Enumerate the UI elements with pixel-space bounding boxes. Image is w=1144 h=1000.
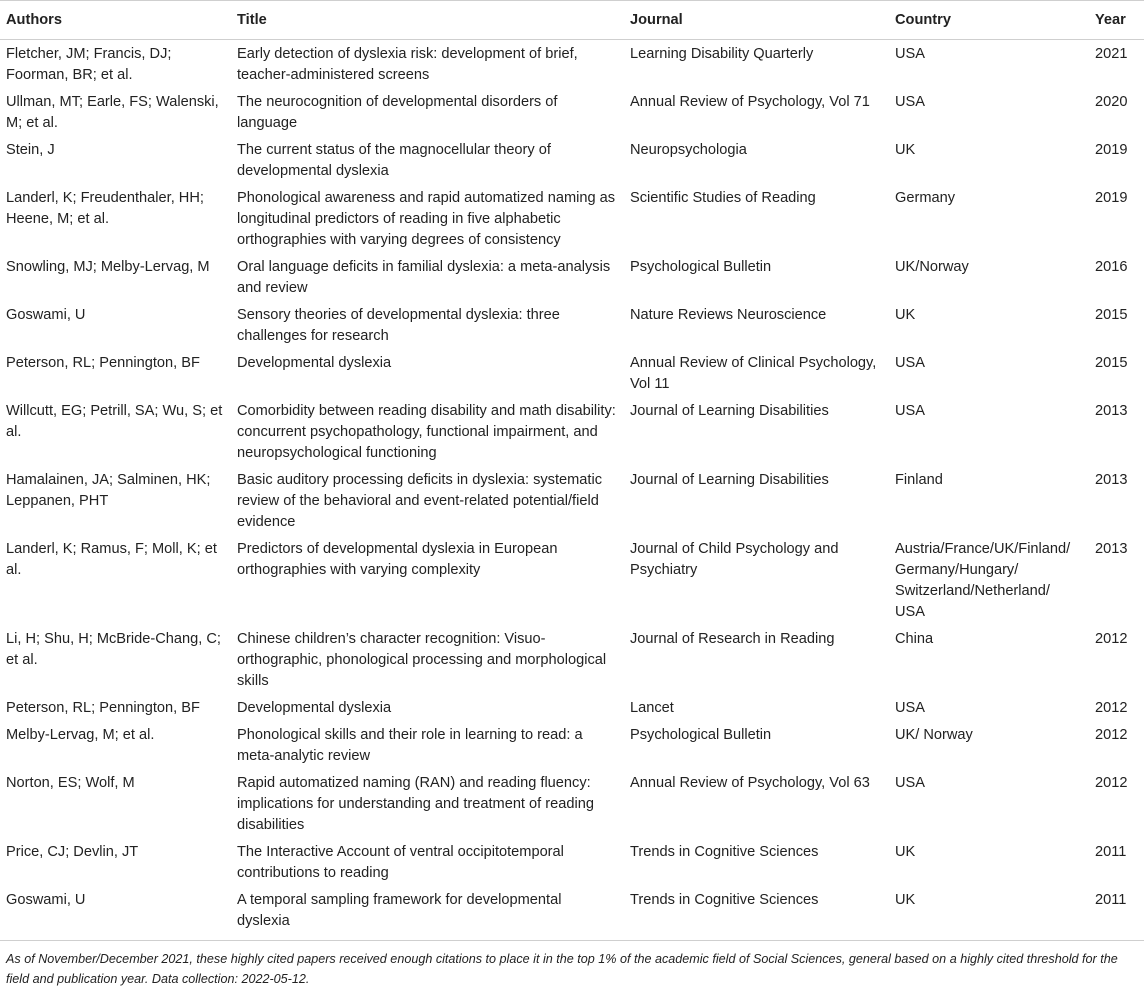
- header-authors: Authors: [0, 1, 231, 40]
- table-header-row: [0, 1, 1144, 40]
- cell-authors: Peterson, RL; Pennington, BF: [6, 355, 200, 371]
- cell-title: The Interactive Account of ventral occipitotemporal contributions to reading: [237, 844, 564, 881]
- cell-year: 2012: [1095, 700, 1128, 716]
- cell-journal: Neuropsychologia: [630, 142, 747, 158]
- cell-year: 2013: [1095, 472, 1128, 488]
- cell-country: Austria/France/UK/Finland/ Germany/Hungary/ Switzerland/Netherland/ USA: [895, 541, 1071, 620]
- table-row: [0, 397, 1144, 466]
- table-row: [0, 466, 1144, 535]
- cell-country: Germany: [895, 190, 956, 206]
- cell-year: 2021: [1095, 46, 1128, 62]
- table-row: [0, 535, 1144, 625]
- cell-country: USA: [895, 355, 926, 371]
- cell-journal: Nature Reviews Neuroscience: [630, 307, 827, 323]
- cell-title: Phonological skills and their role in learning to read: a meta-analytic review: [237, 727, 583, 764]
- cell-authors: Stein, J: [6, 142, 55, 158]
- cell-journal: Journal of Learning Disabilities: [630, 472, 829, 488]
- cell-authors: Fletcher, JM; Francis, DJ; Foorman, BR; et al.: [6, 46, 172, 83]
- cell-journal: Journal of Research in Reading: [630, 631, 835, 647]
- cell-title: Predictors of developmental dyslexia in European orthographies with varying complexity: [237, 541, 558, 578]
- cell-journal: Annual Review of Psychology, Vol 63: [630, 775, 870, 791]
- table-row: [0, 769, 1144, 838]
- cell-title: Rapid automatized naming (RAN) and reading fluency: implications for understanding and treatment of reading disabilities: [237, 775, 594, 833]
- cell-authors: Li, H; Shu, H; McBride-Chang, C; et al.: [6, 631, 221, 668]
- cell-year: 2012: [1095, 631, 1128, 647]
- cell-journal: Journal of Child Psychology and Psychiatry: [630, 541, 839, 578]
- cell-year: 2015: [1095, 355, 1128, 371]
- cell-year: 2011: [1095, 844, 1127, 860]
- cell-country: UK/ Norway: [895, 727, 973, 743]
- cell-title: Basic auditory processing deficits in dyslexia: systematic review of the behavioral and event-related potential/field evidence: [237, 472, 602, 530]
- cell-journal: Scientific Studies of Reading: [630, 190, 816, 206]
- cell-journal: Trends in Cognitive Sciences: [624, 886, 889, 941]
- table-row: [0, 301, 1144, 349]
- table-row: [0, 40, 1144, 89]
- cell-authors: Willcutt, EG; Petrill, SA; Wu, S; et al.: [6, 403, 223, 440]
- cell-authors: Peterson, RL; Pennington, BF: [6, 700, 200, 716]
- table-row: [0, 694, 1144, 721]
- cell-authors: Ullman, MT; Earle, FS; Walenski, M; et al.: [6, 94, 219, 131]
- cell-year: 2019: [1095, 190, 1128, 206]
- cell-country: UK/Norway: [895, 259, 969, 275]
- cell-country: UK: [889, 886, 1089, 941]
- cell-authors: Snowling, MJ; Melby-Lervag, M: [6, 259, 210, 275]
- cell-year: 2012: [1095, 727, 1128, 743]
- table-footnote: As of November/December 2021, these highly cited papers received enough citations to place it in the top 1% of the academic field of Social Sciences, general based on a highly cited threshold for the field and publication year. Data collection: 2022-05-12.: [6, 952, 1118, 986]
- cell-authors: Landerl, K; Freudenthaler, HH; Heene, M; et al.: [6, 190, 204, 227]
- cell-journal: Annual Review of Clinical Psychology, Vol 11: [630, 355, 877, 392]
- cell-country: UK: [895, 307, 916, 323]
- cell-journal: Lancet: [630, 700, 674, 716]
- table-row: [0, 349, 1144, 397]
- cell-journal: Psychological Bulletin: [630, 727, 772, 743]
- table-row: [0, 253, 1144, 301]
- cell-authors: Landerl, K; Ramus, F; Moll, K; et al.: [6, 541, 217, 578]
- cell-country: UK: [895, 844, 916, 860]
- table-row: [0, 721, 1144, 769]
- cell-title: A temporal sampling framework for developmental dyslexia: [231, 886, 624, 941]
- cell-title: Developmental dyslexia: [237, 700, 392, 716]
- header-year: Year: [1089, 1, 1144, 40]
- cell-year: 2011: [1089, 886, 1144, 941]
- cell-country: UK: [895, 142, 916, 158]
- cell-country: China: [895, 631, 934, 647]
- cell-title: Early detection of dyslexia risk: development of brief, teacher-administered screens: [237, 46, 578, 83]
- cell-year: 2016: [1095, 259, 1128, 275]
- cell-title: The neurocognition of developmental disorders of language: [237, 94, 558, 131]
- cell-country: Finland: [895, 472, 943, 488]
- cell-title: The current status of the magnocellular theory of developmental dyslexia: [237, 142, 551, 179]
- table-row: [0, 838, 1144, 886]
- cell-journal: Journal of Learning Disabilities: [630, 403, 829, 419]
- cell-title: Developmental dyslexia: [237, 355, 392, 371]
- cell-title: Chinese children’s character recognition: Visuo-orthographic, phonological processing and morphological skills: [237, 631, 607, 689]
- table-row: [0, 88, 1144, 136]
- table-row: [0, 184, 1144, 253]
- cell-country: USA: [895, 700, 926, 716]
- cell-title: Sensory theories of developmental dyslexia: three challenges for research: [237, 307, 560, 344]
- header-journal: Journal: [624, 1, 889, 40]
- table-row: [0, 625, 1144, 694]
- cell-year: 2015: [1095, 307, 1128, 323]
- cell-authors: Hamalainen, JA; Salminen, HK; Leppanen, PHT: [6, 472, 211, 509]
- cell-journal: Annual Review of Psychology, Vol 71: [630, 94, 870, 110]
- table-body: [0, 40, 1144, 941]
- cell-country: USA: [895, 403, 926, 419]
- cell-country: USA: [895, 775, 926, 791]
- cell-country: USA: [895, 46, 926, 62]
- cell-authors: Goswami, U: [6, 307, 86, 323]
- table-row: [0, 886, 1144, 941]
- table-row: [0, 136, 1144, 184]
- cell-year: 2013: [1095, 403, 1128, 419]
- cell-authors: Goswami, U: [0, 886, 231, 941]
- cell-year: 2012: [1095, 775, 1128, 791]
- header-country: Country: [889, 1, 1089, 40]
- cell-year: 2020: [1095, 94, 1128, 110]
- cell-authors: Melby-Lervag, M; et al.: [6, 727, 155, 743]
- cell-title: Phonological awareness and rapid automatized naming as longitudinal predictors of reading in five alphabetic orthographies with varying degrees of consistency: [237, 190, 616, 248]
- cell-journal: Learning Disability Quarterly: [630, 46, 814, 62]
- cell-authors: Price, CJ; Devlin, JT: [6, 844, 139, 860]
- cell-journal: Psychological Bulletin: [630, 259, 772, 275]
- cell-journal: Trends in Cognitive Sciences: [630, 844, 819, 860]
- cell-title: Oral language deficits in familial dyslexia: a meta-analysis and review: [237, 259, 611, 296]
- cell-year: 2019: [1095, 142, 1128, 158]
- cell-title: Comorbidity between reading disability and math disability: concurrent psychopathology, functional impairment, and neuropsychological functioning: [237, 403, 616, 461]
- header-title: Title: [231, 1, 624, 40]
- cell-year: 2013: [1095, 541, 1128, 557]
- cell-authors: Norton, ES; Wolf, M: [6, 775, 135, 791]
- cell-country: USA: [895, 94, 926, 110]
